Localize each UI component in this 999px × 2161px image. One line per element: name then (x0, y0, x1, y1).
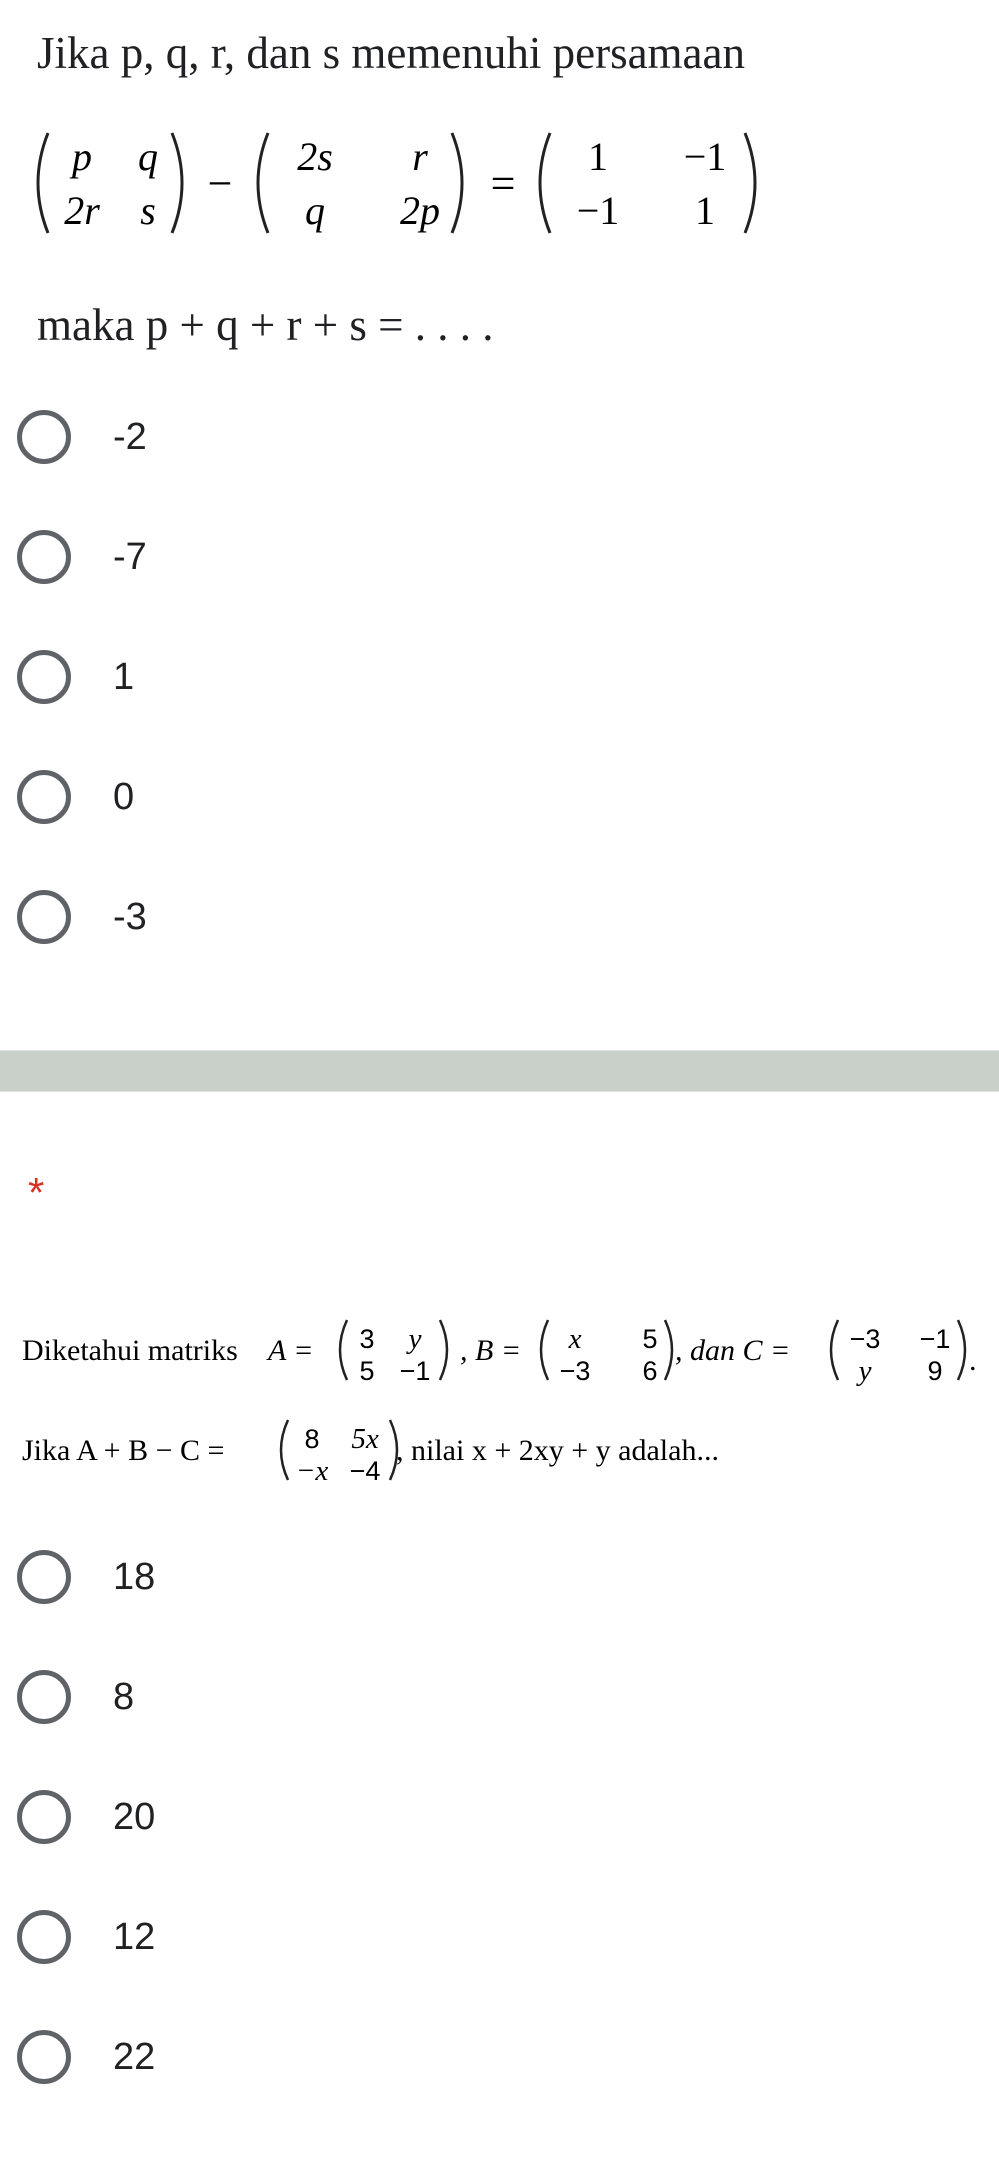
question-1-tail: maka p + q + r + s = . . . . (37, 300, 494, 350)
m1-a12: q (138, 134, 158, 179)
question-2-matrices (20, 1288, 980, 1398)
question-1-matrix-equation (20, 118, 780, 248)
radio-button-icon[interactable] (17, 770, 71, 824)
m2-left-paren (258, 133, 268, 233)
a-21: 5 (359, 1356, 375, 1386)
c-11: −3 (849, 1324, 881, 1354)
option-label: -3 (113, 896, 147, 938)
m2-a22: 2p (400, 188, 440, 233)
q2-option-3[interactable] (0, 1770, 999, 1870)
q2-prefix: Diketahui matriks (22, 1334, 238, 1367)
required-asterisk: * (28, 1169, 45, 1216)
option-label: -7 (113, 536, 147, 578)
m1-a11: p (72, 134, 92, 179)
radio-button-icon[interactable] (17, 2030, 71, 2084)
c-right-paren (958, 1320, 965, 1380)
equals-sign: = (490, 159, 516, 208)
m3-a11: 1 (588, 134, 608, 179)
q2-option-5[interactable] (0, 2010, 999, 2110)
c-label: , dan C = (675, 1334, 791, 1367)
option-label: 20 (113, 1796, 156, 1838)
m-left-paren (281, 1420, 288, 1480)
m1-left-paren (38, 133, 48, 233)
a-22: −1 (399, 1356, 431, 1386)
option-label: 1 (113, 656, 135, 698)
m2-a12: r (412, 134, 428, 179)
a-right-paren (440, 1320, 447, 1380)
m-21: −x (295, 1455, 329, 1487)
radio-button-icon[interactable] (17, 1550, 71, 1604)
option-label: 12 (113, 1916, 156, 1958)
m3-a12: −1 (683, 134, 727, 179)
radio-button-icon[interactable] (17, 1910, 71, 1964)
a-11: 3 (359, 1324, 375, 1354)
c-left-paren (831, 1320, 838, 1380)
b-12: 5 (642, 1324, 658, 1354)
b-right-paren (665, 1320, 672, 1380)
option-label: 8 (113, 1676, 135, 1718)
b-left-paren (541, 1320, 548, 1380)
radio-button-icon[interactable] (17, 1670, 71, 1724)
m-22: −4 (349, 1456, 381, 1486)
m-12: 5x (351, 1423, 379, 1455)
q1-option-5[interactable] (0, 870, 999, 970)
b-21: −3 (559, 1356, 591, 1386)
a-label: A = (268, 1334, 314, 1367)
b-label: , B = (460, 1334, 522, 1367)
q1-option-2[interactable] (0, 510, 999, 610)
question-1-intro: Jika p, q, r, dan s memenuhi persamaan (37, 28, 746, 78)
q2-option-1[interactable] (0, 1530, 999, 1630)
q2-option-2[interactable] (0, 1650, 999, 1750)
question-2-condition (20, 1388, 800, 1498)
b-22: 6 (642, 1356, 658, 1386)
radio-button-icon[interactable] (17, 650, 71, 704)
m-11: 8 (304, 1424, 320, 1454)
m3-left-paren (540, 133, 550, 233)
minus-sign: − (207, 159, 233, 208)
option-label: -2 (113, 416, 147, 458)
m3-right-paren (745, 133, 755, 233)
line2-prefix: Jika A + B − C = (22, 1434, 225, 1467)
radio-button-icon[interactable] (17, 530, 71, 584)
line2-suffix: , nilai x + 2xy + y adalah... (396, 1434, 719, 1467)
radio-button-icon[interactable] (17, 1790, 71, 1844)
c-22: 9 (927, 1356, 943, 1386)
q2-option-4[interactable] (0, 1890, 999, 1990)
c-12: −1 (919, 1324, 951, 1354)
m3-a21: −1 (576, 188, 620, 233)
a-12: y (408, 1323, 422, 1355)
m3-a22: 1 (695, 188, 715, 233)
radio-button-icon[interactable] (17, 890, 71, 944)
m1-right-paren (172, 133, 182, 233)
option-label: 22 (113, 2036, 156, 2078)
m2-right-paren (452, 133, 462, 233)
option-label: 18 (113, 1556, 156, 1598)
m2-a11: 2s (297, 134, 333, 179)
end-dot: . (969, 1344, 977, 1377)
m2-a21: q (305, 188, 325, 233)
q1-option-3[interactable] (0, 630, 999, 730)
radio-button-icon[interactable] (17, 410, 71, 464)
a-left-paren (340, 1320, 347, 1380)
m1-a22: s (140, 188, 156, 233)
q1-option-4[interactable] (0, 750, 999, 850)
m1-a21: 2r (64, 188, 100, 233)
section-divider (0, 1050, 999, 1092)
option-label: 0 (113, 776, 135, 818)
b-11: x (568, 1323, 582, 1355)
c-21: y (858, 1355, 872, 1387)
q1-option-1[interactable] (0, 390, 999, 490)
